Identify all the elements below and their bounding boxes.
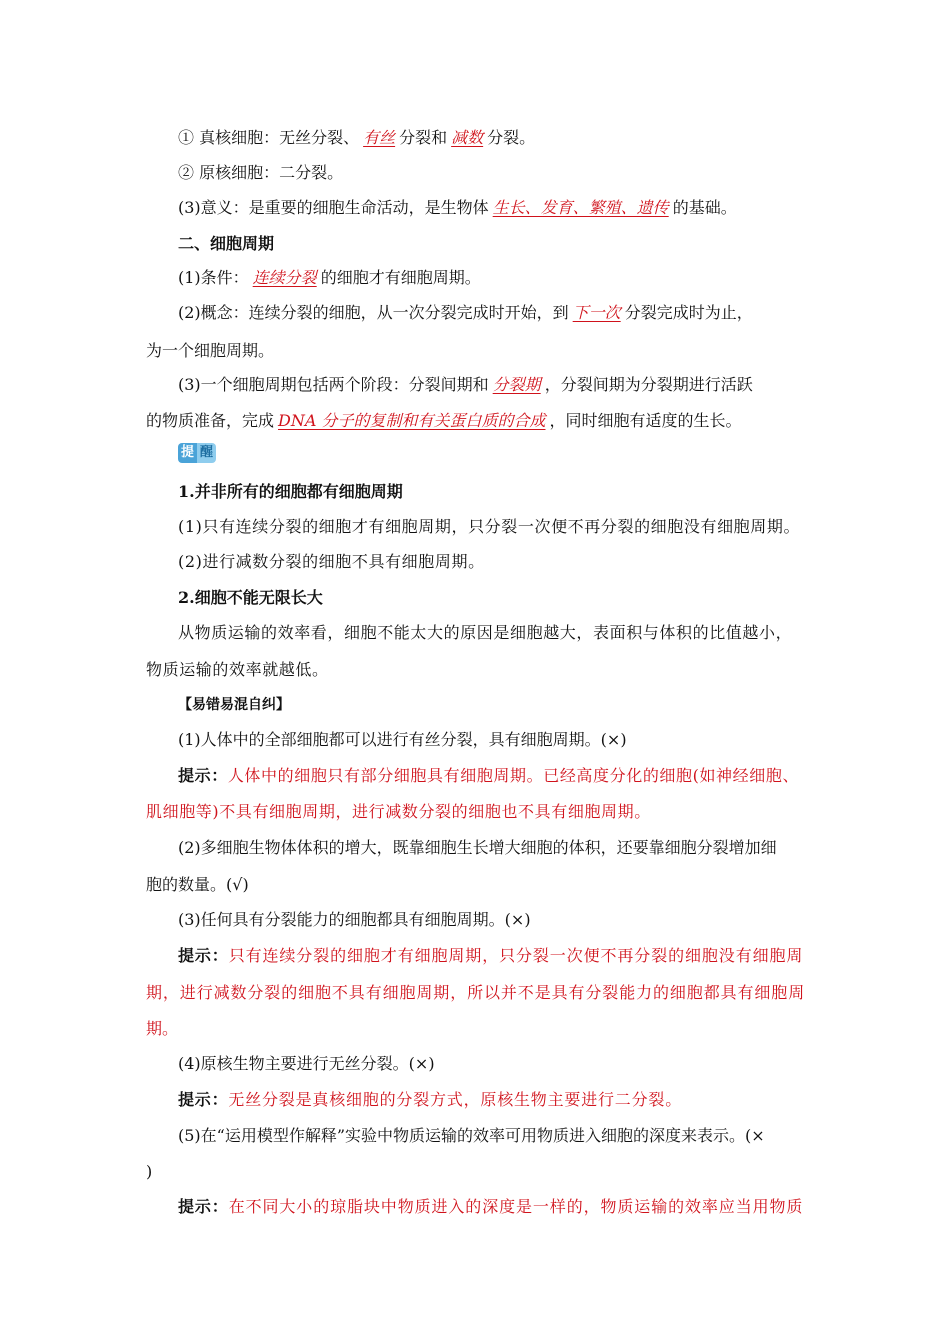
hint-1-line-2: 肌细胞等)不具有细胞周期，进行减数分裂的细胞也不具有细胞周期。	[146, 802, 651, 821]
text: 分裂完成时为止，	[624, 303, 753, 322]
question-3: (3)任何具有分裂能力的细胞都具有细胞周期。(×)	[178, 910, 531, 929]
hint-text: 在不同大小的琼脂块中物质进入的深度是一样的，物质运输的效率应当用物质	[228, 1197, 804, 1216]
hint-text: 无丝分裂是真核细胞的分裂方式，原核生物主要进行二分裂。	[228, 1090, 683, 1109]
hint-label: 提示：	[178, 1090, 229, 1109]
answer-blank-meiosis: 减数	[451, 128, 484, 147]
hint-text: 人体中的细胞只有部分细胞具有细胞周期。已经高度分化的细胞(如神经细胞、	[227, 766, 800, 785]
text: ，同时细胞有适度的生长。	[549, 411, 742, 430]
reminder-paragraph-4: 物质运输的效率就越低。	[146, 660, 329, 679]
text: 的细胞才有细胞周期。	[320, 268, 481, 287]
reminder-heading-2: 2.细胞不能无限长大	[178, 588, 323, 607]
answer-blank-division-phase: 分裂期	[492, 375, 541, 394]
reminder-badge	[178, 443, 216, 463]
question-5-line-1: (5)在“运用模型作解释”实验中物质运输的效率可用物质进入细胞的深度来表示。(×	[178, 1126, 765, 1145]
significance-line	[178, 197, 810, 219]
stages-line-2	[146, 410, 810, 432]
section-title-cell-cycle: 二、细胞周期	[178, 234, 275, 253]
question-1: (1)人体中的全部细胞都可以进行有丝分裂，具有细胞周期。(×)	[178, 730, 627, 749]
hint-label: 提示：	[178, 766, 228, 785]
condition-line	[178, 267, 810, 289]
answer-blank-mitosis: 有丝	[363, 128, 396, 147]
concept-line	[178, 302, 810, 324]
text: ① 真核细胞：无丝分裂、	[178, 128, 360, 147]
hint-3-line-3: 期。	[146, 1019, 179, 1038]
error-section-title: 【易错易混自纠】	[178, 697, 290, 713]
question-2-line-1: (2)多细胞生物体体积的增大，既靠细胞生长增大细胞的体积，还要靠细胞分裂增加细	[178, 838, 777, 857]
badge-char-2: 醒	[197, 443, 216, 463]
answer-blank-dna-replication: DNA 分子的复制和有关蛋白质的合成	[278, 411, 546, 430]
badge-char-1: 提	[178, 443, 197, 463]
hint-text: 只有连续分裂的细胞才有细胞周期，只分裂一次便不再分裂的细胞没有细胞周	[228, 946, 804, 965]
answer-blank-condition: 连续分裂	[252, 268, 317, 287]
hint-5	[178, 1196, 810, 1218]
stages-line	[178, 374, 810, 396]
hint-3-line-1	[178, 945, 810, 967]
hint-1-line-1	[178, 765, 810, 787]
answer-blank-significance: 生长、发育、繁殖、遗传	[492, 198, 669, 217]
text: (3)意义：是重要的细胞生命活动，是生物体	[178, 198, 489, 217]
question-4: (4)原核生物主要进行无丝分裂。(×)	[178, 1054, 435, 1073]
hint-3-line-2: 期，进行减数分裂的细胞不具有细胞周期，所以并不是具有分裂能力的细胞都具有细胞周	[146, 983, 806, 1002]
answer-blank-next: 下一次	[572, 303, 621, 322]
hint-label: 提示：	[178, 1197, 229, 1216]
text: 分裂。	[487, 128, 536, 147]
text: 的物质准备，完成	[146, 411, 275, 430]
eukaryote-division-line	[178, 127, 810, 149]
question-5-line-2: )	[146, 1162, 153, 1181]
text: ，分裂间期为分裂期进行活跃	[544, 375, 753, 394]
text: (1)条件：	[178, 268, 249, 287]
concept-line-2: 为一个细胞周期。	[146, 341, 275, 360]
reminder-paragraph-1: (1)只有连续分裂的细胞才有细胞周期，只分裂一次便不再分裂的细胞没有细胞周期。	[178, 517, 801, 536]
text: (3)一个细胞周期包括两个阶段：分裂间期和	[178, 375, 489, 394]
reminder-heading-1: 1.并非所有的细胞都有细胞周期	[178, 482, 403, 501]
text: (2)概念：连续分裂的细胞，从一次分裂完成时开始，到	[178, 303, 569, 322]
hint-4	[178, 1089, 810, 1111]
reminder-paragraph-2: (2)进行减数分裂的细胞不具有细胞周期。	[178, 552, 485, 571]
text: 的基础。	[672, 198, 737, 217]
hint-label: 提示：	[178, 946, 229, 965]
reminder-paragraph-3: 从物质运输的效率看，细胞不能太大的原因是细胞越大，表面积与体积的比值越小，	[178, 623, 793, 642]
question-2-line-2: 胞的数量。(√)	[146, 875, 249, 894]
prokaryote-division-line: ② 原核细胞：二分裂。	[178, 163, 344, 182]
text: 分裂和	[399, 128, 448, 147]
